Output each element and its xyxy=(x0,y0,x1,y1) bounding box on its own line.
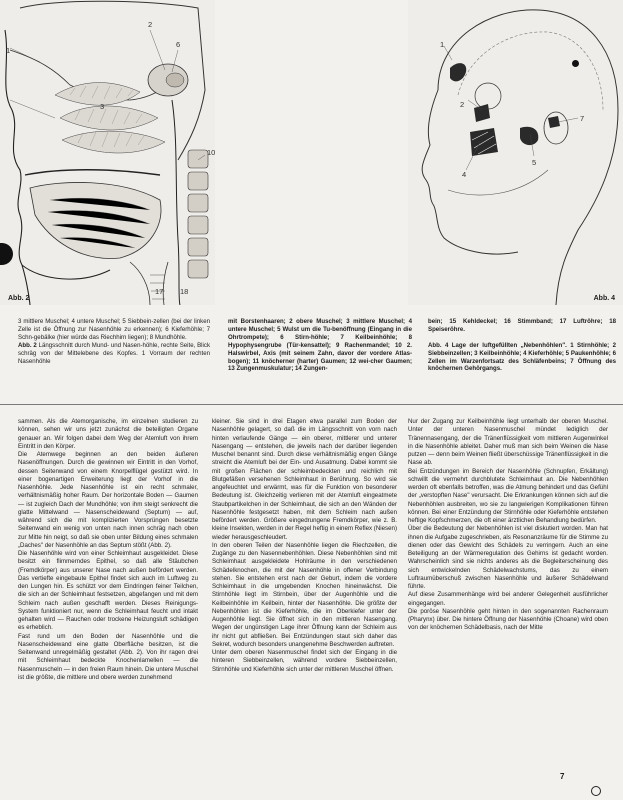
paragraph: kleiner. Sie sind in drei Etagen etwa parallel zum Boden der Nasenhöhle gelagert, so daß die im Längsschnitt von vorn nach hinten verlaufende Gänge — ein oberer, mittlerer und unterer Nasengang — entstehen, die jeweils nach der darüber liegenden Muschel benannt sind. Durch diese verhältnismäßig engen Gänge streicht die Atemluft bei der Ein- und Ausatmung. Dabei kommt sie mit großen Flächen der schleimbedeckten und reichlich mit Blutgefäßen versehenen Schleimhaut in Berührung. So wird sie angefeuchtet und erwärmt, was für die Funktion von besonderer Bedeutung ist. Gleichzeitig verlieren mit der Atemluft eingeatmete Staubpartikelchen in der Schleimhaut, die sich an den Wänden der Nasenhöhle festgesetzt haben, mit dem Schleim nach außen befördert werden. Größere eingedrungene Fremdkörper, wie z. B. kleine Insekten, werden in der Regel heftig in einem Reflex (Niesen) wieder herausgeschleudert. xyxy=(212,418,397,541)
paragraph: sammen. Als die Atemorganische, im einzelnen studieren zu können, sehen wir uns jetzt zunächst die beteiligten Organe genauer an. Wir folgen dabei dem Weg der Atemluft von ihrem Eintritt in den Körper. xyxy=(18,418,198,450)
label-3-left: 3 xyxy=(100,102,105,111)
caption-label-abb-2: Abb. 2 xyxy=(18,341,37,349)
paragraph: Die Nasenhöhle wird von einer Schleimhaut ausgekleidet. Diese besitzt ein flimmerndes Epithel, so daß alle Stäubchen (Fremdkörper) aus unserer Nase nach außen befördert werden. Das vertiefte eingebaute Epithel findet sich auch im Luftweg zu den Lungen hin. Es schützt vor dem Eindringen feiner Teilchen, die sich an der Schleimhaut festsetzen, abgefangen und mit dem Schleim nach außen geschafft werden. Dieses Reinigungs-System funktioniert nur, wenn die Schleimhaut feucht und intakt gehalten wird — Rauchen oder trockene Heizungsluft schädigen es erheblich. xyxy=(18,550,198,632)
page-number: 7 xyxy=(560,772,565,781)
label-18-left: 18 xyxy=(180,287,189,296)
caption-column-2 xyxy=(228,318,412,373)
label-2-right: 2 xyxy=(460,100,465,109)
body-column-1 xyxy=(18,418,198,682)
caption-text-2: mit Borstenhaaren; 2 obere Muschel; 3 mittlere Muschel; 4 untere Muschel; 5 Wulst um die Tu-benöffnung (Eingang in die Ohrtrompete); 6 Stirn-höhle; 7 Keilbeinhöhle; 8 Hypophysengrube (Tür-kensattel); 9 Rachenmandel; 10 2. Halswirbel, Axis (mit seinem Zahn, davor der vordere Atlas-bogen); 11 knöcherner (harter) Gaumen; 12 wei-cher Gaumen; 13 Zungenmuskulatur; 14 Zungen- xyxy=(228,318,412,373)
caption-column-3 xyxy=(428,318,616,373)
label-1-left: 1 xyxy=(6,46,11,55)
paragraph: Die poröse Nasenhöhle geht hinten in den sogenannten Rachenraum (Pharynx) über. Die hintere Öffnung der Nasenhöhle (Choane) wird oben von der knöchernen Schädelbasis, nach der Mitte xyxy=(408,607,608,632)
label-2-left: 2 xyxy=(148,20,153,29)
paragraph: In den oberen Teilen der Nasenhöhle liegen die Riechzellen, die Zugänge zu den Nasennebenhöhlen. Diese Nebenhöhlen sind mit Schleimhaut ausgekleidete Hohlräume in den verschiedenen Schädelknochen, die mit der Nasenhöhle in offener Verbindung stehen. Sie entstehen erst nach der Geburt, indem die vordere Schleimhaut in die umgebenden Knochen hineinwächst. Die Stirnhöhle liegt im Stirnbein, über der Augenhöhle und die Keilbeinhöhle im Keilbein, hinter der Nasenhöhle. Die größte der Nebenhöhlen ist die Kieferhöhle, die im Oberkiefer unter der Augenhöhle liegt. Sie öffnet sich in den mittleren Nasengang. Wegen der ungünstigen Lage ihrer Öffnung kann der Schleim aus ihr nicht gut abfließen. Bei Entzündungen staut sich daher das Sekret, wodurch besonders unangenehme Beschwerden auftreten. xyxy=(212,541,397,648)
caption-text-3b: Lage der luftgefüllten „Nebenhöhlen". 1 Stirnhöhle; 2 Siebbeinzellen; 3 Keilbeinhöhle; 4 Kieferhöhle; 5 Paukenhöhle; 6 Zellen im Warzenfortsatz des Schläfenbeins; 7 Öffnung des knöchernen Gehörgangs. xyxy=(428,341,616,373)
paragraph: Unter dem oberen Nasenmuschel findet sich der Eingang in die hinteren Siebbeinzellen, während vordere Siebbeinzellen, Stirnhöhle und Kieferhöhle sich unter der mittleren Muschel öffnen. xyxy=(212,649,397,673)
label-6-left: 6 xyxy=(176,40,181,49)
body-column-3 xyxy=(408,418,608,633)
paragraph: Über die Bedeutung der Nebenhöhlen ist viel diskutiert worden. Man hat ihnen die Aufgabe zugeschrieben, als Resonanzräume für die Stimme zu dienen oder das Gewicht des Schädels zu verringern. Auch an eine Beteiligung an der Wärmeregulation des Gehirns ist gedacht worden. Wahrscheinlich sind sie nichts anderes als die Begleiterscheinung des sich entwickelnden Schädelwachstums, das zu einem Luftraumüberschuß zwischen Nasenhöhle und äußerer Schädelwand führte. xyxy=(408,525,608,590)
paragraph: Fast rund um den Boden der Nasenhöhle und die Nasenscheidewand eine glatte Oberfläche besitzen, ist die Seitenwand unregelmäßig gestaltet (Abb. 2). Von ihr ragen drei mit Schleimhaut bedeckte Knochenlamellen — die Nasenmuscheln — in den freien Raum hinein. Die untere Muschel ist die größte, die mittlere und obere werden zunehmend xyxy=(18,632,198,681)
figure-label-abb-4: Abb. 4 xyxy=(593,295,615,302)
label-5-right: 5 xyxy=(532,158,537,167)
caption-text-1b: Längsschnitt durch Mund- und Nasen-höhle, rechte Seite, Blick schräg von der Mittelebene des Kopfes. 1 Vorraum der rechten Nasenhöhle xyxy=(18,341,210,365)
paragraph: Die Atemwege beginnen an den beiden äußeren Nasenöffnungen. Durch die gewinnen wir Eintritt in den Vorhof, dessen Seitenwand von einem Knorpelflügel gestützt wird. In einer bogenartigen Erweiterung liegt der Vorhof in die Nasenhöhle. Jede Nasenhöhle ist ein recht schmaler, verhältnismäßig hoher Raum. Der horizontale Boden — Gaumen — ist zugleich Dach der Mundhöhle; von ihm steigt senkrecht die glatte Mittelwand — Nasenscheidewand (Septum) — auf, während sich die mit komplizierten Vorsprüngen besetzte Seitenwand ein wenig von unten nach innen schräg nach oben zur Mitte hin neigt, so daß sie oben unter Bildung eines schmalen „Daches" der Nasenhöhle an das Septum stößt (Abb. 2). xyxy=(18,451,198,549)
margin-dot xyxy=(572,60,579,67)
label-10-left: 10 xyxy=(207,148,216,157)
paragraph: Nur der Zugang zur Keilbeinhöhle liegt unterhalb der oberen Muschel. Unter der unteren Nasenmuschel mündet lediglich der Tränennasengang, der die Tränenflüssigkeit vom mittleren Augenwinkel in die Nasenhöhle ableitet. Daher muß man sich beim Weinen die Nase putzen — denn beim Weinen fließt überschüssige Tränenflüssigkeit in die Nase ab. xyxy=(408,418,608,467)
paragraph: Auf diese Zusammenhänge wird bei anderer Gelegenheit ausführlicher eingegangen. xyxy=(408,591,608,607)
label-7-right: 7 xyxy=(580,114,585,123)
caption-column-1 xyxy=(18,318,210,365)
caption-text-1: 3 mittlere Muschel; 4 untere Muschel; 5 Siebbein-zellen (bei der linken Zelle ist die Öffnung zur Nasenhöhle zu erkennen); 6 Kieferhöhle; 7 Schn-gebälke (hier würde das Riechhirn liegen); 8 Mundhöhle. xyxy=(18,318,210,341)
margin-circle xyxy=(591,786,601,796)
label-17-left: 17 xyxy=(155,287,164,296)
figure-captions xyxy=(18,318,616,388)
figure-label-abb-2: Abb. 2 xyxy=(8,295,30,302)
paragraph: Bei Entzündungen im Bereich der Nasenhöhle (Schnupfen, Erkältung) schwillt die vermehrt durchblutete Schleimhaut an. Die Nebenhöhlen werden oft ebenfalls betroffen, was die Atmung behindert und das Gefühl der „verstopften Nase" verursacht. Die Erkrankungen können sich auf die Nebenhöhlen ausbreiten, wo sie zu langwierigen Komplikationen führen können. Bei einer Entzündung der Stirnhöhle oder Kieferhöhle entstehen heftige Kopfschmerzen, die oft einer ärztlichen Behandlung bedürfen. xyxy=(408,467,608,524)
section-divider xyxy=(0,404,623,405)
label-4-right: 4 xyxy=(462,170,467,179)
body-column-2 xyxy=(212,418,397,674)
label-1-right: 1 xyxy=(440,40,445,49)
head-longitudinal-section-figure xyxy=(0,0,215,305)
caption-text-3: bein; 15 Kehldeckel; 16 Stimmband; 17 Luftröhre; 18 Speiseröhre. xyxy=(428,318,616,333)
caption-label-abb-4: Abb. 4 xyxy=(428,341,449,349)
